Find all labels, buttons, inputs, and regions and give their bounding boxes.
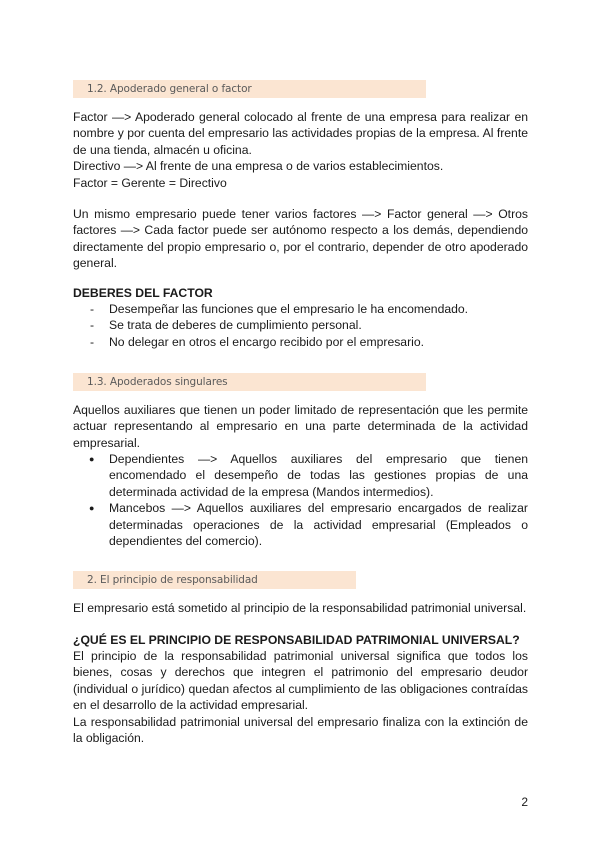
text-line: determinada actividad de la empresa (Mandos intermedios).: [109, 484, 434, 499]
text-line: factores —> Cada factor puede ser autónomo respecto a los demás, dependiendo: [73, 223, 528, 238]
text-line: la obligación.: [73, 730, 145, 745]
text-line: Aquellos auxiliares que tienen un poder limitado de representación que les permite: [73, 403, 528, 417]
text-line: en el desarrollo de la actividad empresarial.: [73, 698, 309, 713]
text-line: determinadas operaciones de la actividad empresarial (Empleados o: [109, 517, 528, 532]
bullet-marker: ●: [89, 503, 95, 514]
text-line: nombre y por cuenta del empresario las actividades propias de la empresa. Al frente: [73, 126, 528, 141]
bullet-marker: ●: [89, 454, 95, 464]
paragraph-singular-attorneys: [73, 402, 528, 451]
duties-title: DEBERES DEL FACTOR: [73, 286, 213, 300]
text-line: directamente del propio empresario o, por el contrario, depender de otro apoderado: [73, 239, 528, 254]
duties-list: [73, 301, 528, 350]
dash-marker: -: [90, 334, 95, 349]
text-line: (individual o jurídico) quedan afectos al cumplimiento de las obligaciones contraídas: [73, 681, 528, 696]
list-item-text: Se trata de deberes de cumplimiento personal.: [109, 318, 362, 333]
text-line: La responsabilidad patrimonial universal del empresario finaliza con la extinción de: [73, 714, 528, 729]
list-item: [73, 451, 528, 500]
text-line: bienes, cosas y derechos que integren el patrimonio del empresario deudor: [73, 665, 528, 680]
text-line: Mancebos —> Aquellos auxiliares del empresario encargados de realizar: [109, 501, 528, 516]
text-line: El empresario está sometido al principio de la responsabilidad patrimonial universal.: [73, 601, 527, 615]
list-item: [73, 301, 528, 317]
text-line: Un mismo empresario puede tener varios factores —> Factor general —> Otros: [73, 207, 528, 221]
text-line: dependientes del comercio).: [109, 533, 263, 548]
paragraph-principle-definition: [73, 648, 528, 746]
text-line: empresarial.: [73, 435, 141, 450]
section-heading-1-3: 1.3. Apoderados singulares: [73, 373, 426, 391]
paragraph-multiple-factors: [73, 206, 528, 272]
text-line: Factor = Gerente = Directivo: [73, 175, 227, 190]
dash-marker: -: [90, 302, 95, 316]
paragraph-factor-definition: [73, 109, 528, 191]
text-line: Factor —> Apoderado general colocado al frente de una empresa para realizar en: [73, 110, 528, 124]
section-heading-1-2: 1.2. Apoderado general o factor: [73, 80, 426, 98]
text-line: actuar representando al empresario en una parte determinada de la actividad: [73, 419, 528, 434]
dash-marker: -: [90, 318, 95, 333]
text-line: Dependientes —> Aquellos auxiliares del empresario que tienen: [109, 452, 528, 466]
paragraph-principle-intro: [73, 600, 528, 616]
text-line: general.: [73, 256, 118, 271]
text-line: El principio de la responsabilidad patrimonial universal significa que todos los: [73, 649, 528, 663]
text-line: encomendado el desempeño de todas las gestiones propias de una: [109, 468, 528, 483]
list-item-text: No delegar en otros el encargo recibido por el empresario.: [109, 334, 425, 349]
list-item-text: Desempeñar las funciones que el empresario le ha encomendado.: [109, 302, 469, 316]
text-line: de una tienda, almacén u oficina.: [73, 142, 252, 157]
list-item: [73, 317, 528, 333]
section-heading-2: 2. El principio de responsabilidad: [73, 571, 356, 589]
page-number: 2: [521, 795, 528, 809]
attorney-types-list: [73, 451, 528, 549]
list-item: [73, 334, 528, 350]
text-line: Directivo —> Al frente de una empresa o de varios establecimientos.: [73, 159, 444, 174]
list-item: [73, 500, 528, 549]
principle-question-title: ¿QUÉ ES EL PRINCIPIO DE RESPONSABILIDAD PATRIMONIAL UNIVERSAL?: [73, 633, 520, 647]
